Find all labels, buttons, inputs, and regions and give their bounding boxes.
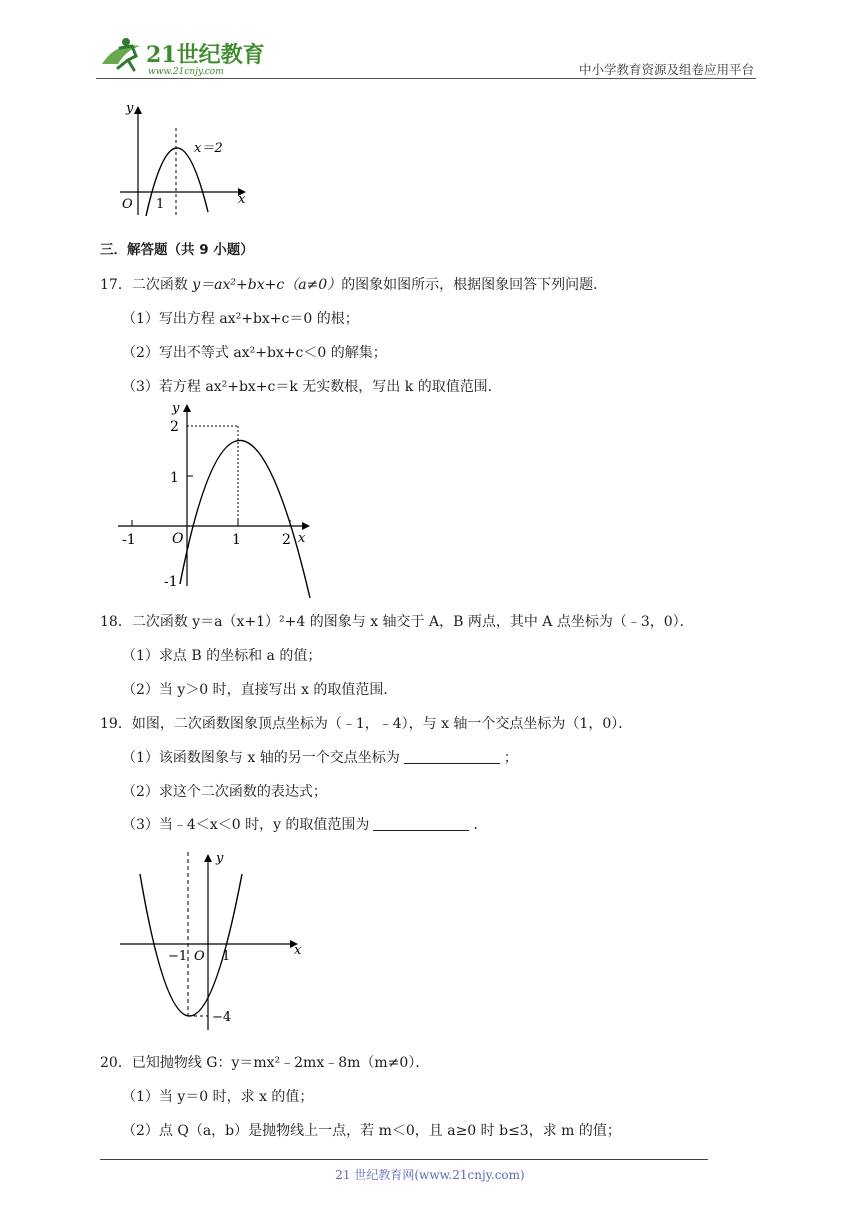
q17-part2: （2）写出不等式 ax²+bx+c＜0 的解集； — [122, 345, 387, 361]
fig17-x-tick-2: 2 — [282, 532, 291, 548]
logo-brand: 21世纪教育 — [146, 42, 265, 68]
q17-part3: （3）若方程 ax²+bx+c＝k 无实数根，写出 k 的取值范围． — [122, 379, 502, 395]
figure-q17-parabola — [112, 398, 322, 603]
figure-parabola-axis-2 — [110, 100, 260, 220]
logo-url: www.21cnjy.com — [148, 67, 224, 77]
fig17-x-tick-neg1: -1 — [122, 532, 136, 548]
q17-part1: （1）写出方程 ax²+bx+c＝0 的根； — [122, 311, 359, 327]
q19-part1: （1）该函数图象与 x 轴的另一个交点坐标为 ； — [122, 750, 518, 766]
section-title: 三．解答题（共 9 小题） — [100, 242, 254, 258]
fig1-y-label: y — [126, 101, 134, 116]
fig19-x-tick-neg1: −1 — [168, 949, 188, 964]
q20-stem: 20．已知抛物线 G：y＝mx²﹣2mx﹣8m（m≠0）． — [100, 1055, 430, 1071]
q18-part2: （2）当 y＞0 时，直接写出 x 的取值范围． — [122, 682, 398, 698]
q17-stem: 17．二次函数 y＝ax²+bx+c（a≠0）的图象如图所示，根据图象回答下列问题． — [100, 277, 608, 293]
fig19-y-tick-neg4: −4 — [212, 1010, 232, 1025]
figure-q19-parabola — [112, 848, 312, 1033]
fig17-origin: O — [172, 531, 184, 547]
site-logo — [96, 34, 266, 78]
q20-part1: （1）当 y＝0 时，求 x 的值； — [122, 1089, 314, 1105]
header-divider — [96, 78, 756, 79]
fig17-x-label: x — [298, 531, 306, 546]
fig17-y-tick-1: 1 — [170, 470, 179, 486]
q19-answer-blank-2[interactable] — [373, 818, 469, 831]
footer-link[interactable]: 21 世纪教育网(www.21cnjy.com) — [335, 1168, 525, 1182]
q19-part3: （3）当﹣4＜x＜0 时，y 的取值范围为 ． — [122, 817, 488, 833]
fig1-x-label: x — [238, 192, 246, 207]
fig17-x-tick-1: 1 — [232, 532, 241, 548]
q18-stem: 18．二次函数 y＝a（x+1）²+4 的图象与 x 轴交于 A，B 两点，其中 A 点坐标为（﹣3，0）． — [100, 614, 694, 630]
fig1-tick-1: 1 — [156, 197, 165, 212]
platform-name: 中小学教育资源及组卷应用平台 — [578, 62, 754, 77]
fig19-x-label: x — [294, 943, 302, 958]
fig17-y-label: y — [172, 401, 180, 416]
fig1-axis-of-symmetry: x＝2 — [194, 141, 223, 156]
fig17-y-tick-neg1: -1 — [164, 574, 178, 590]
q19-stem: 19．如图，二次函数图象顶点坐标为（﹣1，﹣4），与 x 轴一个交点坐标为（1，0）． — [100, 716, 633, 732]
q19-part2: （2）求这个二次函数的表达式； — [122, 784, 327, 800]
footer-divider — [100, 1159, 708, 1160]
q18-part1: （1）求点 B 的坐标和 a 的值； — [122, 648, 322, 664]
fig1-origin: O — [122, 197, 133, 212]
q20-part2: （2）点 Q（a，b）是抛物线上一点，若 m＜0，且 a≥0 时 b≤3，求 m 的值； — [122, 1123, 621, 1139]
q19-answer-blank-1[interactable] — [404, 751, 500, 764]
fig19-x-tick-1: 1 — [222, 949, 231, 964]
fig19-origin: O — [194, 949, 205, 964]
fig17-y-tick-2: 2 — [170, 419, 179, 435]
fig19-y-label: y — [216, 851, 224, 866]
